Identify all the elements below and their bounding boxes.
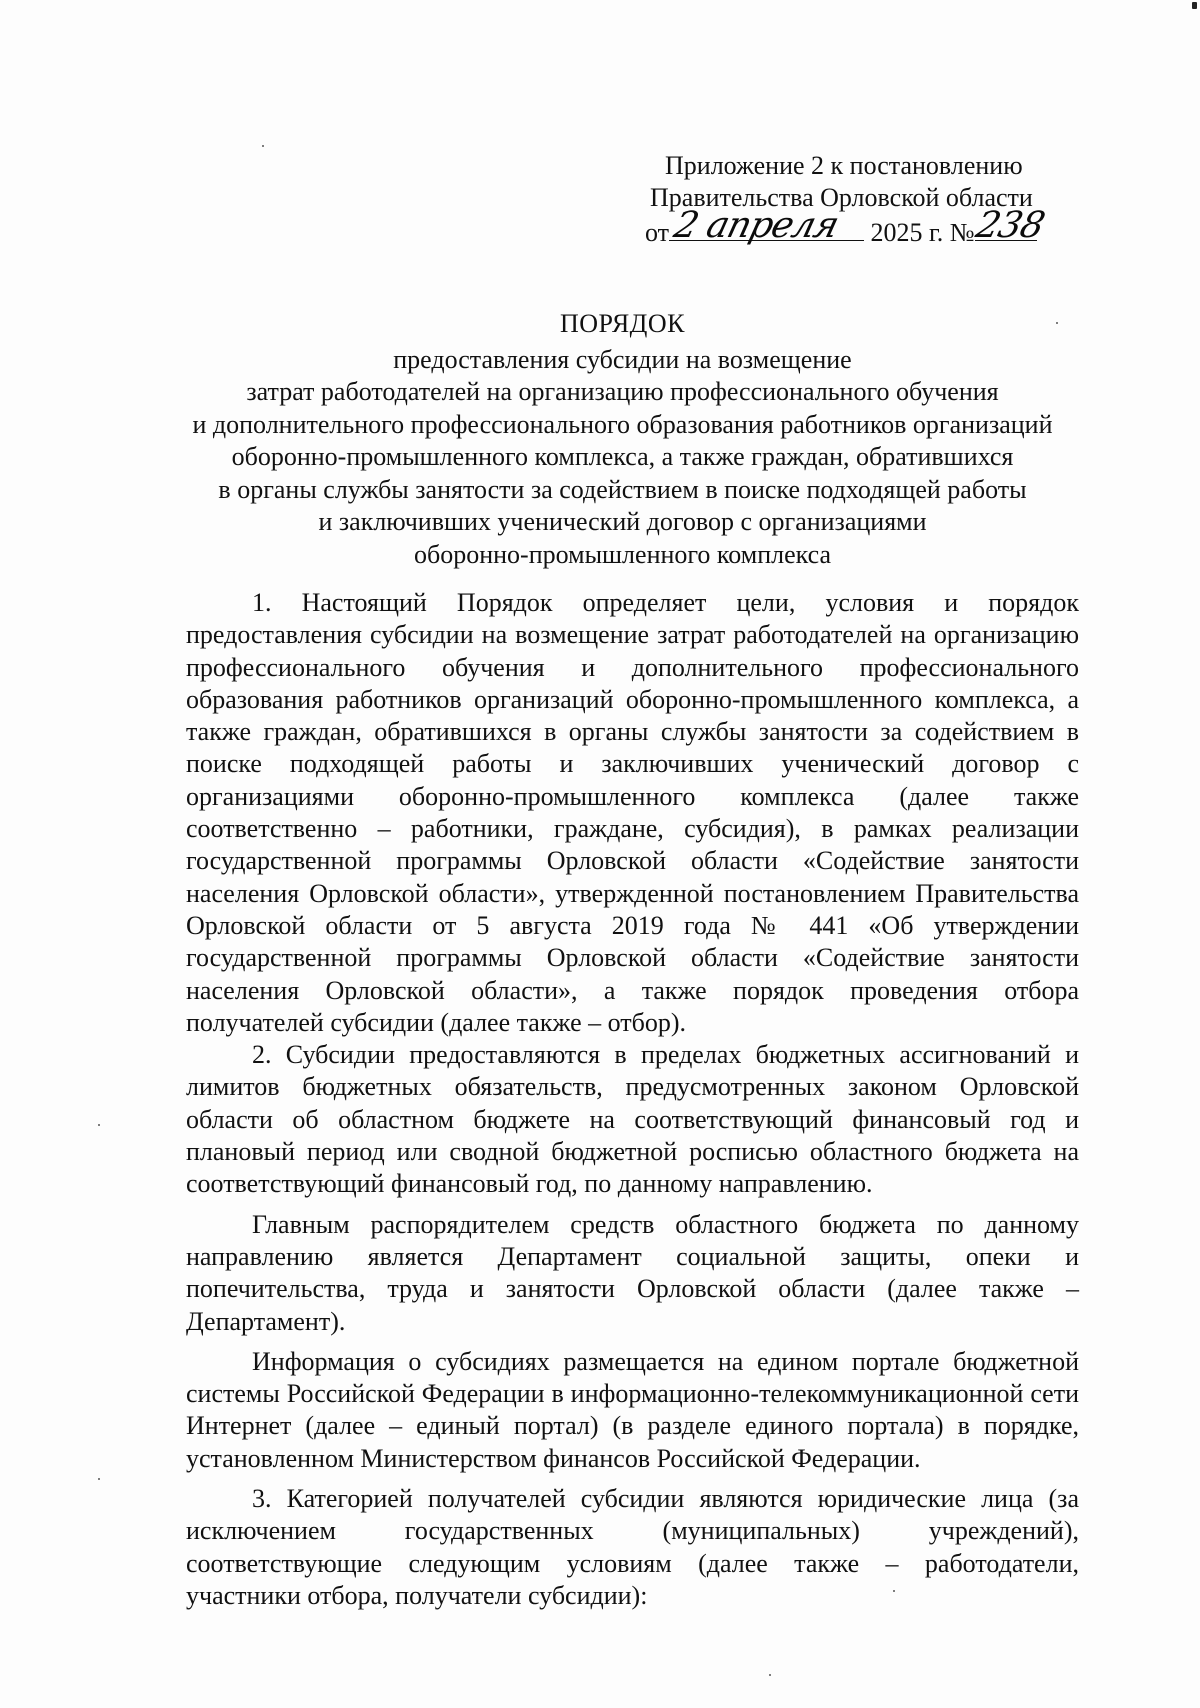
- paragraph-4: Информация о субсидиях размещается на едином портале бюджетной системы Российской Федерации в информационно-телекоммуникационной сети Интернет (далее – единый портал) (в разделе единого портала) в порядке, установленном Министерством финансов Российской Федерации.: [186, 1346, 1079, 1473]
- annex-line-1: Приложение 2 к постановлению: [665, 151, 1023, 180]
- title-line: и заключивших ученический договор с организациями: [318, 507, 927, 536]
- annex-line-2: Правительства Орловской области: [650, 183, 1033, 212]
- title-line: в органы службы занятости за содействием в поиске подходящей работы: [218, 474, 1027, 504]
- paragraph-5: 3. Категорией получателей субсидии являются юридические лица (за исключением государственных (муниципальных) учреждений), соответствующие следующим условиям (далее также – работодатели, участники отбора, получатели субсидии):: [186, 1484, 1079, 1610]
- document-body: [186, 587, 1079, 1612]
- scan-speck: [98, 1478, 100, 1480]
- paragraph-3: Главным распорядителем средств областного бюджета по данному направлению является Департамент социальной защиты, опеки и попечительства, труда и занятости Орловской области (далее также – Департамент).: [186, 1209, 1079, 1336]
- document-title: [150, 308, 1095, 571]
- title-line: оборонно-промышленного комплекса, а также граждан, обратившихся: [231, 442, 1014, 471]
- number-blank: [971, 205, 1048, 246]
- annex-year-label: 2025 г. №: [870, 218, 975, 247]
- scan-speck: [1192, 2, 1197, 9]
- annex-date-line: [645, 205, 1075, 249]
- handwritten-date: 2 апреля: [670, 205, 843, 246]
- annex-from-label: от: [645, 218, 670, 247]
- scan-speck: [769, 1674, 771, 1676]
- paragraph-1: 1. Настоящий Порядок определяет цели, условия и порядок предоставления субсидии на возмещение затрат работодателей на организацию профессионального обучения и дополнительного профессионального образования работников организаций оборонно-промышленного комплекса, а также граждан, обратившихся в органы службы занятости за содействием в поиске подходящей работы и заключивших ученический договор с организациями оборонно-промышленного комплекса (далее также соответственно – работники, граждане, субсидия), в рамках реализации государственной программы Орловской области «Содействие занятости населения Орловской области», утвержденной постановлением Правительства Орловской области от 5 августа 2019 года № 441 «Об утверждении государственной программы Орловской области «Содействие занятости населения Орловской области», а также порядок проведения отбора получателей субсидии (далее также – отбор).: [186, 588, 1079, 1037]
- title-line: и дополнительного профессионального образования работников организаций: [192, 409, 1053, 439]
- date-blank: [669, 205, 864, 246]
- scan-speck: [262, 145, 264, 147]
- handwritten-number: 238: [971, 205, 1048, 246]
- title-main: ПОРЯДОК: [559, 309, 686, 338]
- title-line: оборонно-промышленного комплекса: [413, 539, 831, 569]
- paragraph-2: 2. Субсидии предоставляются в пределах бюджетных ассигнований и лимитов бюджетных обязательств, предусмотренных законом Орловской области об областном бюджете на соответствующий финансовый год и плановый период или сводной бюджетной росписью областного бюджета на соответствующий финансовый год, по данному направлению.: [186, 1040, 1079, 1199]
- title-line: затрат работодателей на организацию профессионального обучения: [246, 377, 999, 406]
- annex-header: [645, 150, 1075, 249]
- title-line: предоставления субсидии на возмещение: [393, 344, 852, 374]
- scan-speck: [98, 1124, 100, 1126]
